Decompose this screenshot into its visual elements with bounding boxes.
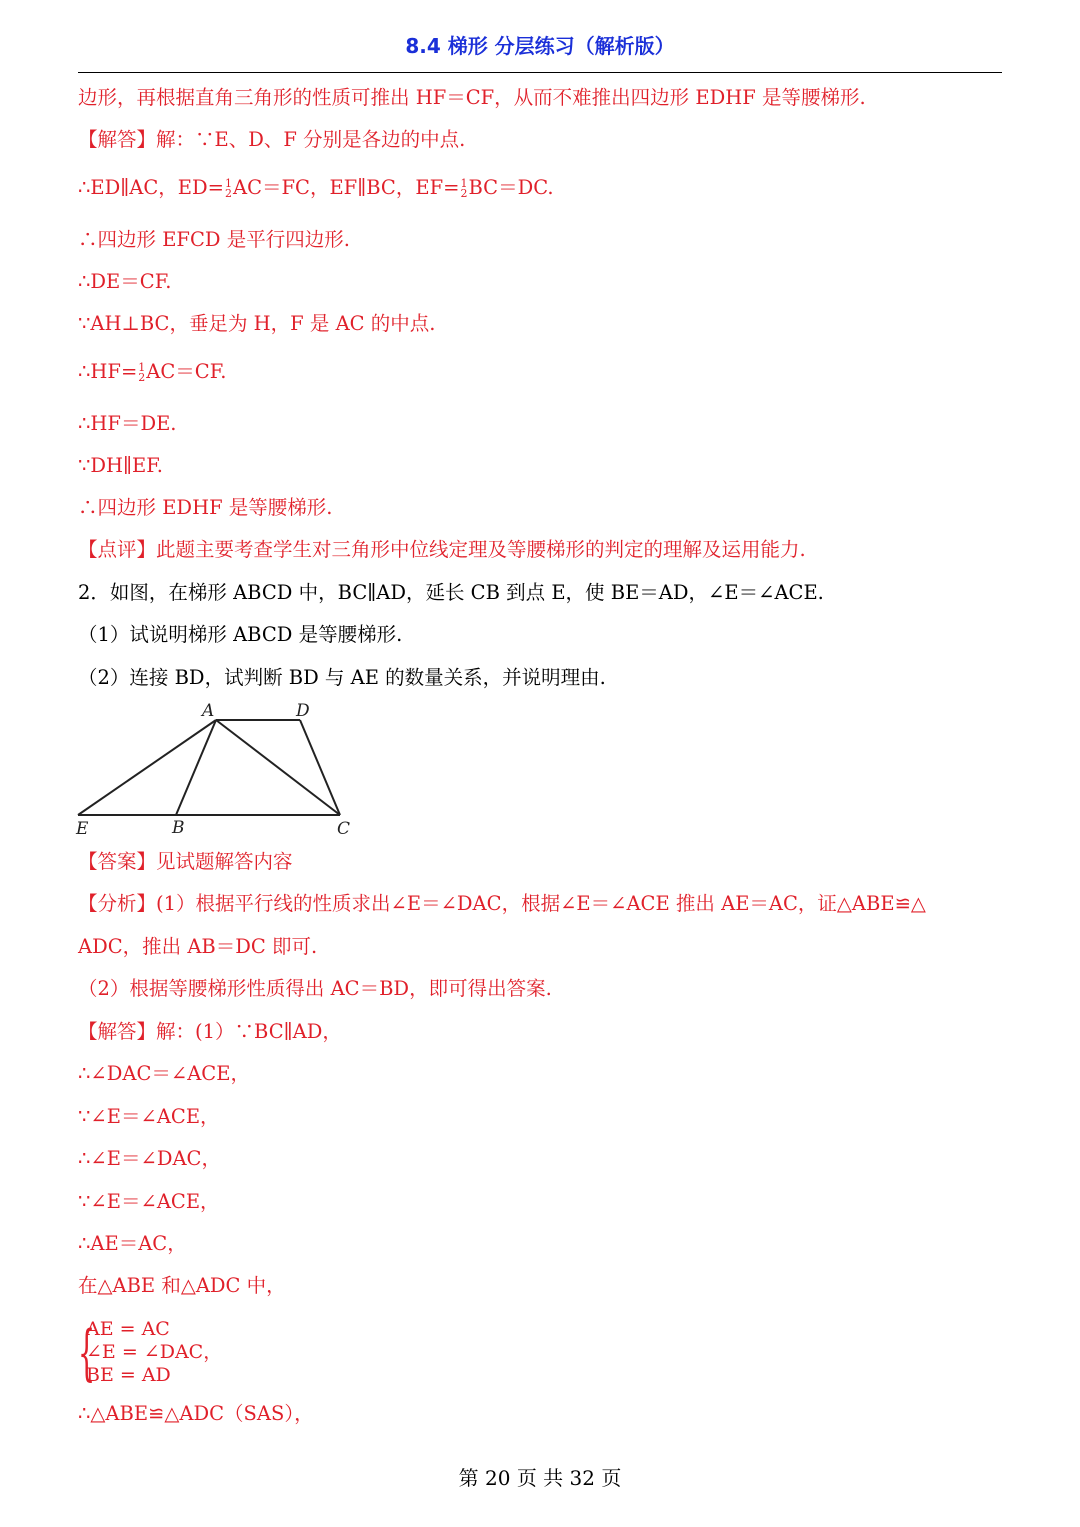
text-line: ∴DE＝CF. <box>78 270 172 293</box>
text-line: 【解答】解：∵E、D、F 分别是各边的中点. <box>78 128 466 151</box>
fraction-denominator: 2 <box>138 370 146 384</box>
solution-line: ∴△ABE≌△ADC（SAS）， <box>78 1402 314 1425</box>
header-rule <box>78 72 1002 73</box>
text-line: ∴四边形 EFCD 是平行四边形. <box>78 228 350 251</box>
solution-line: ∴AE＝AC， <box>78 1232 187 1255</box>
solution-line: 【解答】解：(1）∵BC∥AD， <box>78 1020 342 1043</box>
comment-line: 【点评】此题主要考查学生对三角形中位线定理及等腰梯形的判定的理解及运用能力. <box>78 538 806 561</box>
text-line: ∴四边形 EDHF 是等腰梯形. <box>78 496 333 519</box>
fraction <box>460 176 468 200</box>
text-fragment: BC＝DC. <box>468 176 554 199</box>
left-brace: { <box>78 1318 96 1388</box>
label-B: B <box>172 818 185 838</box>
equation-system <box>78 1316 298 1396</box>
label-A: A <box>202 701 215 721</box>
label-D: D <box>296 701 310 721</box>
analysis-line: ADC，推出 AB＝DC 即可. <box>78 935 318 958</box>
trapezoid-figure <box>72 700 362 840</box>
fraction-line-ed-ef <box>78 176 554 200</box>
fraction <box>138 360 146 384</box>
fraction-numerator: 1 <box>138 360 146 374</box>
text-line: ∴HF＝DE. <box>78 412 177 435</box>
text-fragment: AC＝FC，EF∥BC，EF= <box>233 176 460 199</box>
fraction <box>225 176 232 200</box>
text-line: 边形，再根据直角三角形的性质可推出 HF＝CF，从而不难推出四边形 EDHF 是等腰梯形. <box>78 86 866 109</box>
question-2-part-1: （1）试说明梯形 ABCD 是等腰梯形. <box>78 623 403 646</box>
text-fragment: AC＝CF. <box>146 360 227 383</box>
solution-line: ∵∠E＝∠ACE， <box>78 1190 220 1213</box>
text-line: ∵AH⊥BC，垂足为 H，F 是 AC 的中点. <box>78 312 436 335</box>
label-E: E <box>76 819 89 839</box>
solution-line: 在△ABE 和△ADC 中， <box>78 1274 286 1297</box>
solution-line: ∴∠DAC＝∠ACE， <box>78 1062 250 1085</box>
text-fragment: ∴HF= <box>78 360 138 383</box>
analysis-line: 【分析】(1）根据平行线的性质求出∠E＝∠DAC，根据∠E＝∠ACE 推出 AE＝AC，证△ABE≌△ <box>78 892 926 915</box>
text-line: ∵DH∥EF. <box>78 454 163 477</box>
fraction-denominator: 2 <box>460 186 468 200</box>
fraction-line-hf <box>78 360 226 384</box>
answer-line: 【答案】见试题解答内容 <box>78 850 293 873</box>
equation-2: ∠E = ∠DAC， <box>86 1341 223 1363</box>
analysis-line: （2）根据等腰梯形性质得出 AC＝BD，即可得出答案. <box>78 977 552 1000</box>
line-AC <box>216 720 340 815</box>
question-2: 2．如图，在梯形 ABCD 中，BC∥AD，延长 CB 到点 E，使 BE＝AD，∠E＝∠ACE. <box>78 581 824 604</box>
equation-1: AE = AC <box>86 1318 170 1340</box>
document-header-title: 8.4 梯形 分层练习（解析版） <box>405 34 675 58</box>
question-2-part-2: （2）连接 BD，试判断 BD 与 AE 的数量关系，并说明理由. <box>78 666 606 689</box>
page-footer: 第 20 页 共 32 页 <box>458 1466 622 1490</box>
solution-line: ∵∠E＝∠ACE， <box>78 1105 220 1128</box>
fraction-numerator: 1 <box>460 176 468 190</box>
label-C: C <box>337 819 351 839</box>
fraction-numerator: 1 <box>225 176 232 190</box>
fraction-denominator: 2 <box>225 186 232 200</box>
equation-3: BE = AD <box>86 1364 171 1386</box>
text-fragment: ∴ED∥AC，ED= <box>78 176 224 199</box>
solution-line: ∴∠E＝∠DAC， <box>78 1147 221 1170</box>
